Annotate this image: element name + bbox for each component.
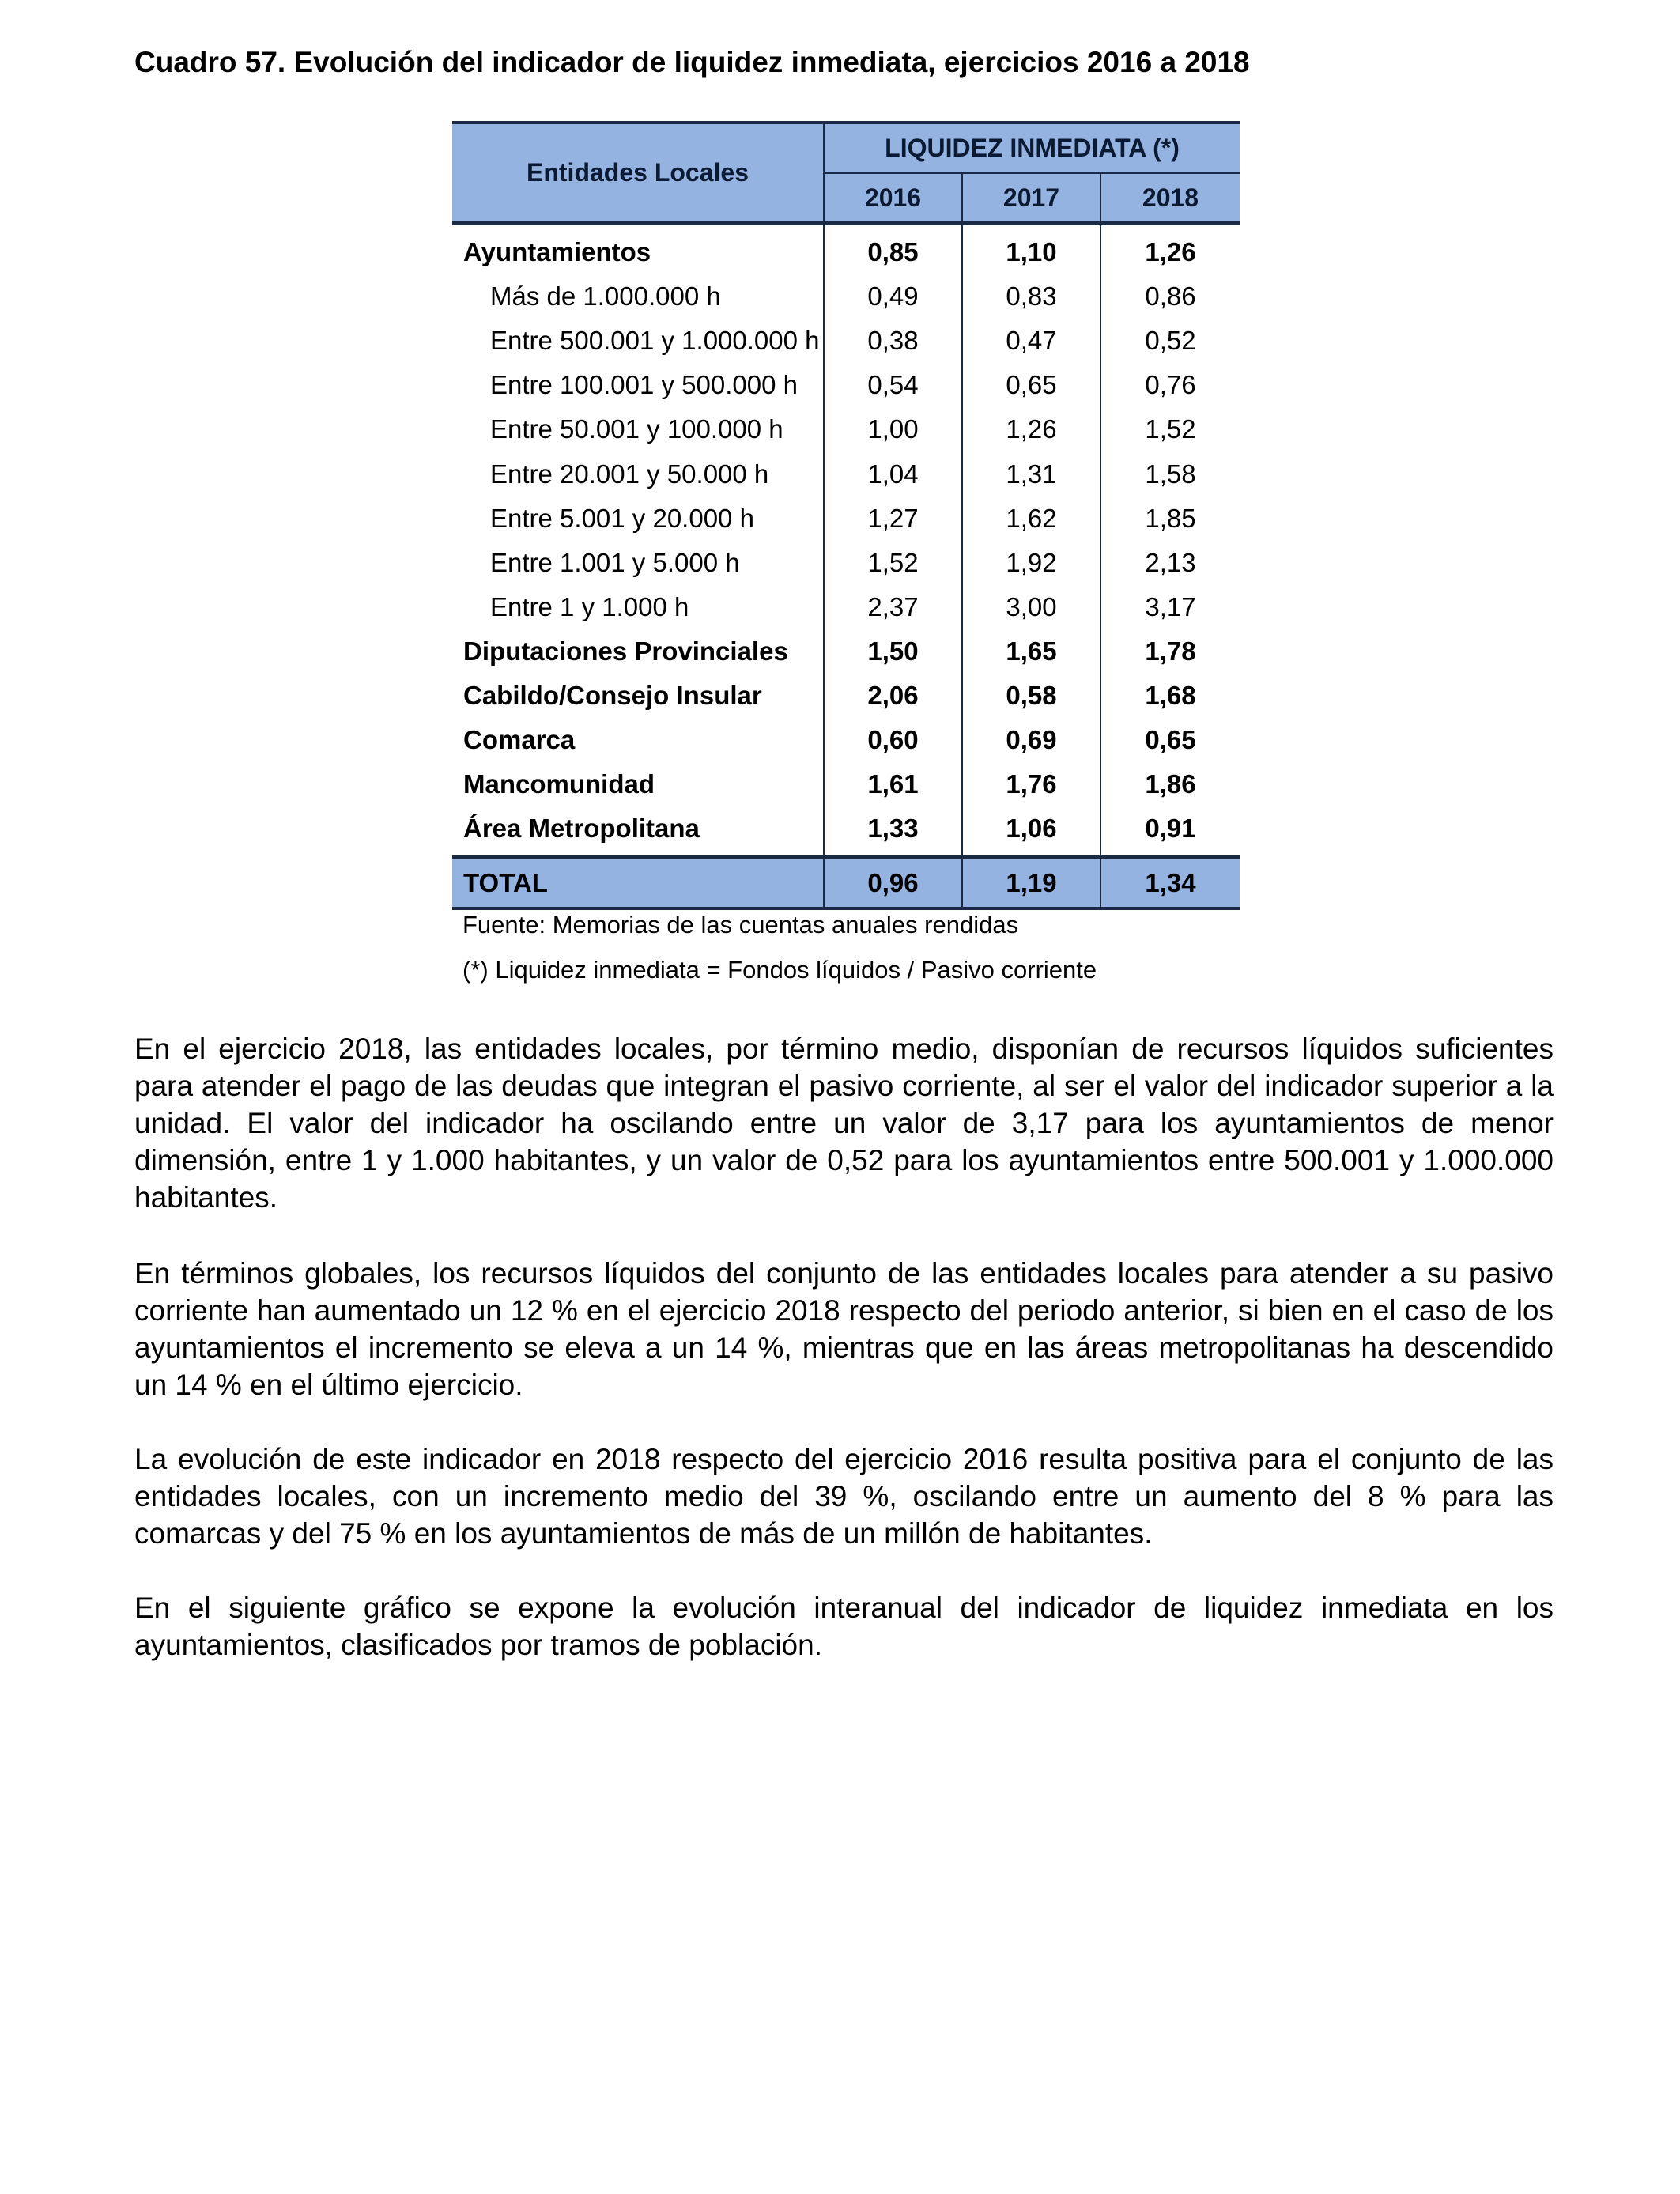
- row-label: Área Metropolitana: [452, 806, 824, 858]
- cell-value: 1,00: [824, 407, 962, 451]
- table-row: [452, 497, 1240, 541]
- cell-value: 3,00: [962, 585, 1100, 629]
- liquidity-table: [452, 121, 1240, 910]
- cell-value: 2,37: [824, 585, 962, 629]
- cell-value: 1,34: [1100, 858, 1240, 909]
- cell-value: 1,52: [1145, 414, 1196, 444]
- row-label: Entre 50.001 y 100.000 h: [452, 407, 824, 451]
- cell-value: 0,47: [962, 319, 1100, 363]
- row-label: Diputaciones Provinciales: [452, 629, 824, 674]
- table-row: [452, 762, 1240, 806]
- header-year: 2017: [962, 173, 1100, 224]
- cell-value: 2,06: [824, 674, 962, 718]
- cell-value: 0,49: [824, 274, 962, 319]
- row-label: Ayuntamientos: [452, 224, 824, 275]
- cell-value: 0,38: [824, 319, 962, 363]
- cell-value: 1,19: [962, 858, 1100, 909]
- cell-value: 0,65: [1145, 725, 1196, 755]
- cell-value: 1,86: [1145, 769, 1196, 799]
- cell-value: 1,85: [1145, 503, 1196, 533]
- table-row: [452, 585, 1240, 629]
- row-label: Más de 1.000.000 h: [452, 274, 824, 319]
- cell-value: 1,31: [962, 451, 1100, 496]
- cell-value: 0,76: [1145, 370, 1196, 400]
- table-total-row: [452, 858, 1240, 909]
- row-label: Entre 1 y 1.000 h: [452, 585, 824, 629]
- body-paragraph: En el siguiente gráfico se expone la evolución interanual del indicador de liquidez inmediata en los ayuntamientos, clasificados por tramos de población.: [134, 1592, 1554, 1661]
- cell-value: 1,61: [824, 762, 962, 806]
- cell-value: 0,52: [1145, 326, 1196, 356]
- cell-value: 1,33: [824, 806, 962, 858]
- cell-value: 0,83: [962, 274, 1100, 319]
- body-paragraph: En el ejercicio 2018, las entidades locales, por término medio, disponían de recursos líquidos suficientes para atender el pago de las deudas que integran el pasivo corriente, al ser el valor del indicador superior a la unidad. El valor del indicador ha oscilando entre un valor de 3,17 para los ayuntamientos de menor dimensión, entre 1 y 1.000 habitantes, y un valor de 0,52 para los ayuntamientos entre 500.001 y 1.000.000 habitantes.: [134, 1033, 1554, 1214]
- table-row: [452, 224, 1240, 275]
- header-entity: Entidades Locales: [452, 123, 824, 224]
- row-label: Entre 500.001 y 1.000.000 h: [452, 319, 824, 363]
- cell-value: 1,76: [962, 762, 1100, 806]
- table-row: [452, 806, 1240, 858]
- table-header-row: [452, 123, 1240, 173]
- cell-value: 0,85: [824, 224, 962, 275]
- cell-value: 1,78: [1145, 636, 1196, 666]
- table-row: [452, 674, 1240, 718]
- row-label: Comarca: [452, 718, 824, 762]
- cell-value: 1,65: [962, 629, 1100, 674]
- row-label: TOTAL: [452, 858, 824, 909]
- row-label: Mancomunidad: [452, 762, 824, 806]
- page-title: Cuadro 57. Evolución del indicador de liquidez inmediata, ejercicios 2016 a 2018: [134, 46, 1250, 78]
- table-row: [452, 718, 1240, 762]
- table-row: [452, 274, 1240, 319]
- table-row: [452, 363, 1240, 407]
- cell-value: 0,65: [962, 363, 1100, 407]
- row-label: Entre 100.001 y 500.000 h: [452, 363, 824, 407]
- cell-value: 0,60: [824, 718, 962, 762]
- cell-value: 1,10: [962, 224, 1100, 275]
- table-footnote: (*) Liquidez inmediata = Fondos líquidos / Pasivo corriente: [462, 956, 1097, 984]
- table-row: [452, 541, 1240, 585]
- header-year: 2018: [1100, 173, 1240, 224]
- cell-value: 1,58: [1145, 459, 1196, 489]
- cell-value: 1,06: [962, 806, 1100, 858]
- cell-value: 1,04: [824, 451, 962, 496]
- cell-value: 0,58: [962, 674, 1100, 718]
- row-label: Entre 1.001 y 5.000 h: [452, 541, 824, 585]
- row-label: Entre 5.001 y 20.000 h: [452, 497, 824, 541]
- cell-value: 0,69: [962, 718, 1100, 762]
- cell-value: 1,68: [1145, 680, 1196, 710]
- cell-value: 1,27: [824, 497, 962, 541]
- header-year: 2016: [824, 173, 962, 224]
- row-label: Cabildo/Consejo Insular: [452, 674, 824, 718]
- cell-value: 2,13: [1145, 547, 1196, 577]
- cell-value: 1,26: [1145, 237, 1196, 267]
- cell-value: 1,62: [962, 497, 1100, 541]
- table-row: [452, 407, 1240, 451]
- cell-value: 1,50: [824, 629, 962, 674]
- table-row: [452, 629, 1240, 674]
- cell-value: 0,96: [824, 858, 962, 909]
- cell-value: 1,26: [962, 407, 1100, 451]
- table-row: [452, 451, 1240, 496]
- row-label: Entre 20.001 y 50.000 h: [452, 451, 824, 496]
- cell-value: 0,54: [824, 363, 962, 407]
- cell-value: 1,92: [962, 541, 1100, 585]
- cell-value: 0,91: [1145, 814, 1196, 844]
- cell-value: 1,52: [824, 541, 962, 585]
- liquidity-table-container: [452, 121, 1240, 910]
- cell-value: 0,86: [1145, 281, 1196, 312]
- table-source: Fuente: Memorias de las cuentas anuales rendidas: [462, 911, 1019, 938]
- header-group: LIQUIDEZ INMEDIATA (*): [824, 123, 1240, 173]
- body-paragraph: La evolución de este indicador en 2018 respecto del ejercicio 2016 resulta positiva para el conjunto de las entidades locales, con un incremento medio del 39 %, oscilando entre un aumento del 8 % para las comarcas y del 75 % en los ayuntamientos de más de un millón de habitantes.: [134, 1443, 1554, 1550]
- cell-value: 3,17: [1145, 591, 1196, 621]
- table-row: [452, 319, 1240, 363]
- body-paragraph: En términos globales, los recursos líquidos del conjunto de las entidades locales para atender a su pasivo corriente han aumentado un 12 % en el ejercicio 2018 respecto del periodo anterior, si bien en el caso de los ayuntamientos el incremento se eleva a un 14 %, mientras que en las áreas metropolitanas ha descendido un 14 % en el último ejercicio.: [134, 1257, 1554, 1401]
